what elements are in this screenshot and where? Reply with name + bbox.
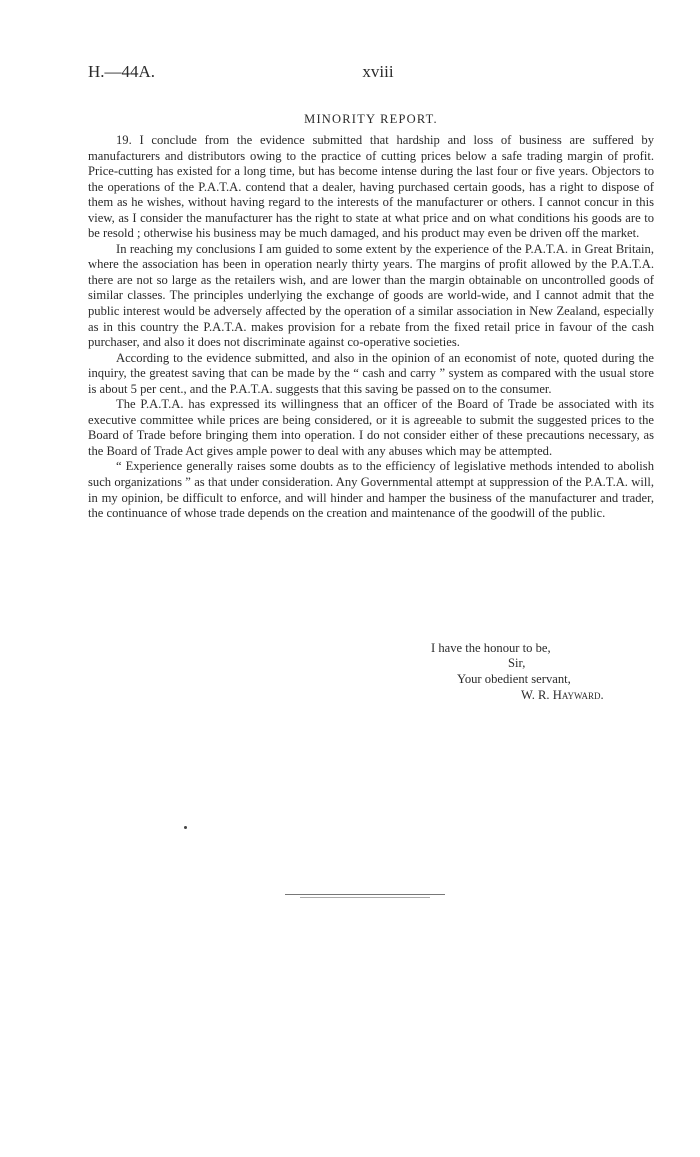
print-speck bbox=[184, 826, 187, 829]
end-rule bbox=[285, 894, 445, 895]
report-title: MINORITY REPORT. bbox=[304, 112, 438, 126]
report-body bbox=[88, 133, 654, 522]
paragraph: In reaching my conclusions I am guided to some extent by the experience of the P.A.T.A. in Great Britain, where the association has been in operation nearly thirty years. The margins of profit allowed by the P.A.T.A. there are not so large as the retailers wish, and are lower than the margin obtainable on uncontrolled goods of similar classes. The principles underlying the exchange of goods are world-wide, and I cannot admit that the public interest would be adversely affected by the operation of a similar association in New Zealand, especially as in this country the P.A.T.A. makes provision for a rebate from the fixed retail price in favour of the cash purchaser, and also it does not discriminate against co-operative societies. bbox=[88, 241, 654, 350]
closing-line: Your obedient servant, bbox=[457, 672, 571, 686]
closing-line: I have the honour to be, bbox=[431, 641, 551, 655]
document-reference: H.—44A. bbox=[88, 62, 156, 81]
signature-block bbox=[88, 641, 654, 711]
salutation: Sir, bbox=[508, 656, 526, 670]
end-rule-secondary bbox=[300, 897, 430, 898]
page-number: xviii bbox=[362, 62, 394, 81]
paragraph: 19. I conclude from the evidence submitted that hardship and loss of business are suffered by manufacturers and distributors owing to the practice of cutting prices below a safe trading margin of profit. Price-cutting has existed for a long time, but has become intense during the last four or five years. Objectors to the operations of the P.A.T.A. contend that a dealer, having purchased certain goods, has a right to dispose of them as he wishes, without having regard to the interests of the manufacturer or others. I cannot concur in this view, as I consider the manufacturer has the right to state at what price and on what conditions his goods are to be resold ; otherwise his business may be much damaged, and his product may even be driven off the market. bbox=[88, 133, 654, 241]
paragraph: According to the evidence submitted, and also in the opinion of an economist of note, quoted during the inquiry, the greatest saving that can be made by the “ cash and carry ” system as compared with the usual store is about 5 per cent., and the P.A.T.A. suggests that this saving be passed on to the consumer. bbox=[88, 350, 654, 396]
page-header bbox=[88, 62, 654, 84]
signatory-name: W. R. Hayward. bbox=[521, 688, 604, 702]
paragraph: “ Experience generally raises some doubts as to the efficiency of legislative methods intended to abolish such organizations ” as that under consideration. Any Governmental attempt at suppression of the P.A.T.A. will, in my opinion, be difficult to enforce, and will hinder and hamper the business of the manufacturer and trader, the continuance of whose trade depends on the creation and maintenance of the goodwill of the public. bbox=[88, 459, 654, 521]
paragraph: The P.A.T.A. has expressed its willingness that an officer of the Board of Trade be associated with its executive committee while prices are being considered, or it is agreeable to submit the suggested prices to the Board of Trade before bringing them into operation. I do not consider either of these precautions necessary, as the Board of Trade Act gives ample power to deal with any abuses which may be attempted. bbox=[88, 397, 654, 458]
